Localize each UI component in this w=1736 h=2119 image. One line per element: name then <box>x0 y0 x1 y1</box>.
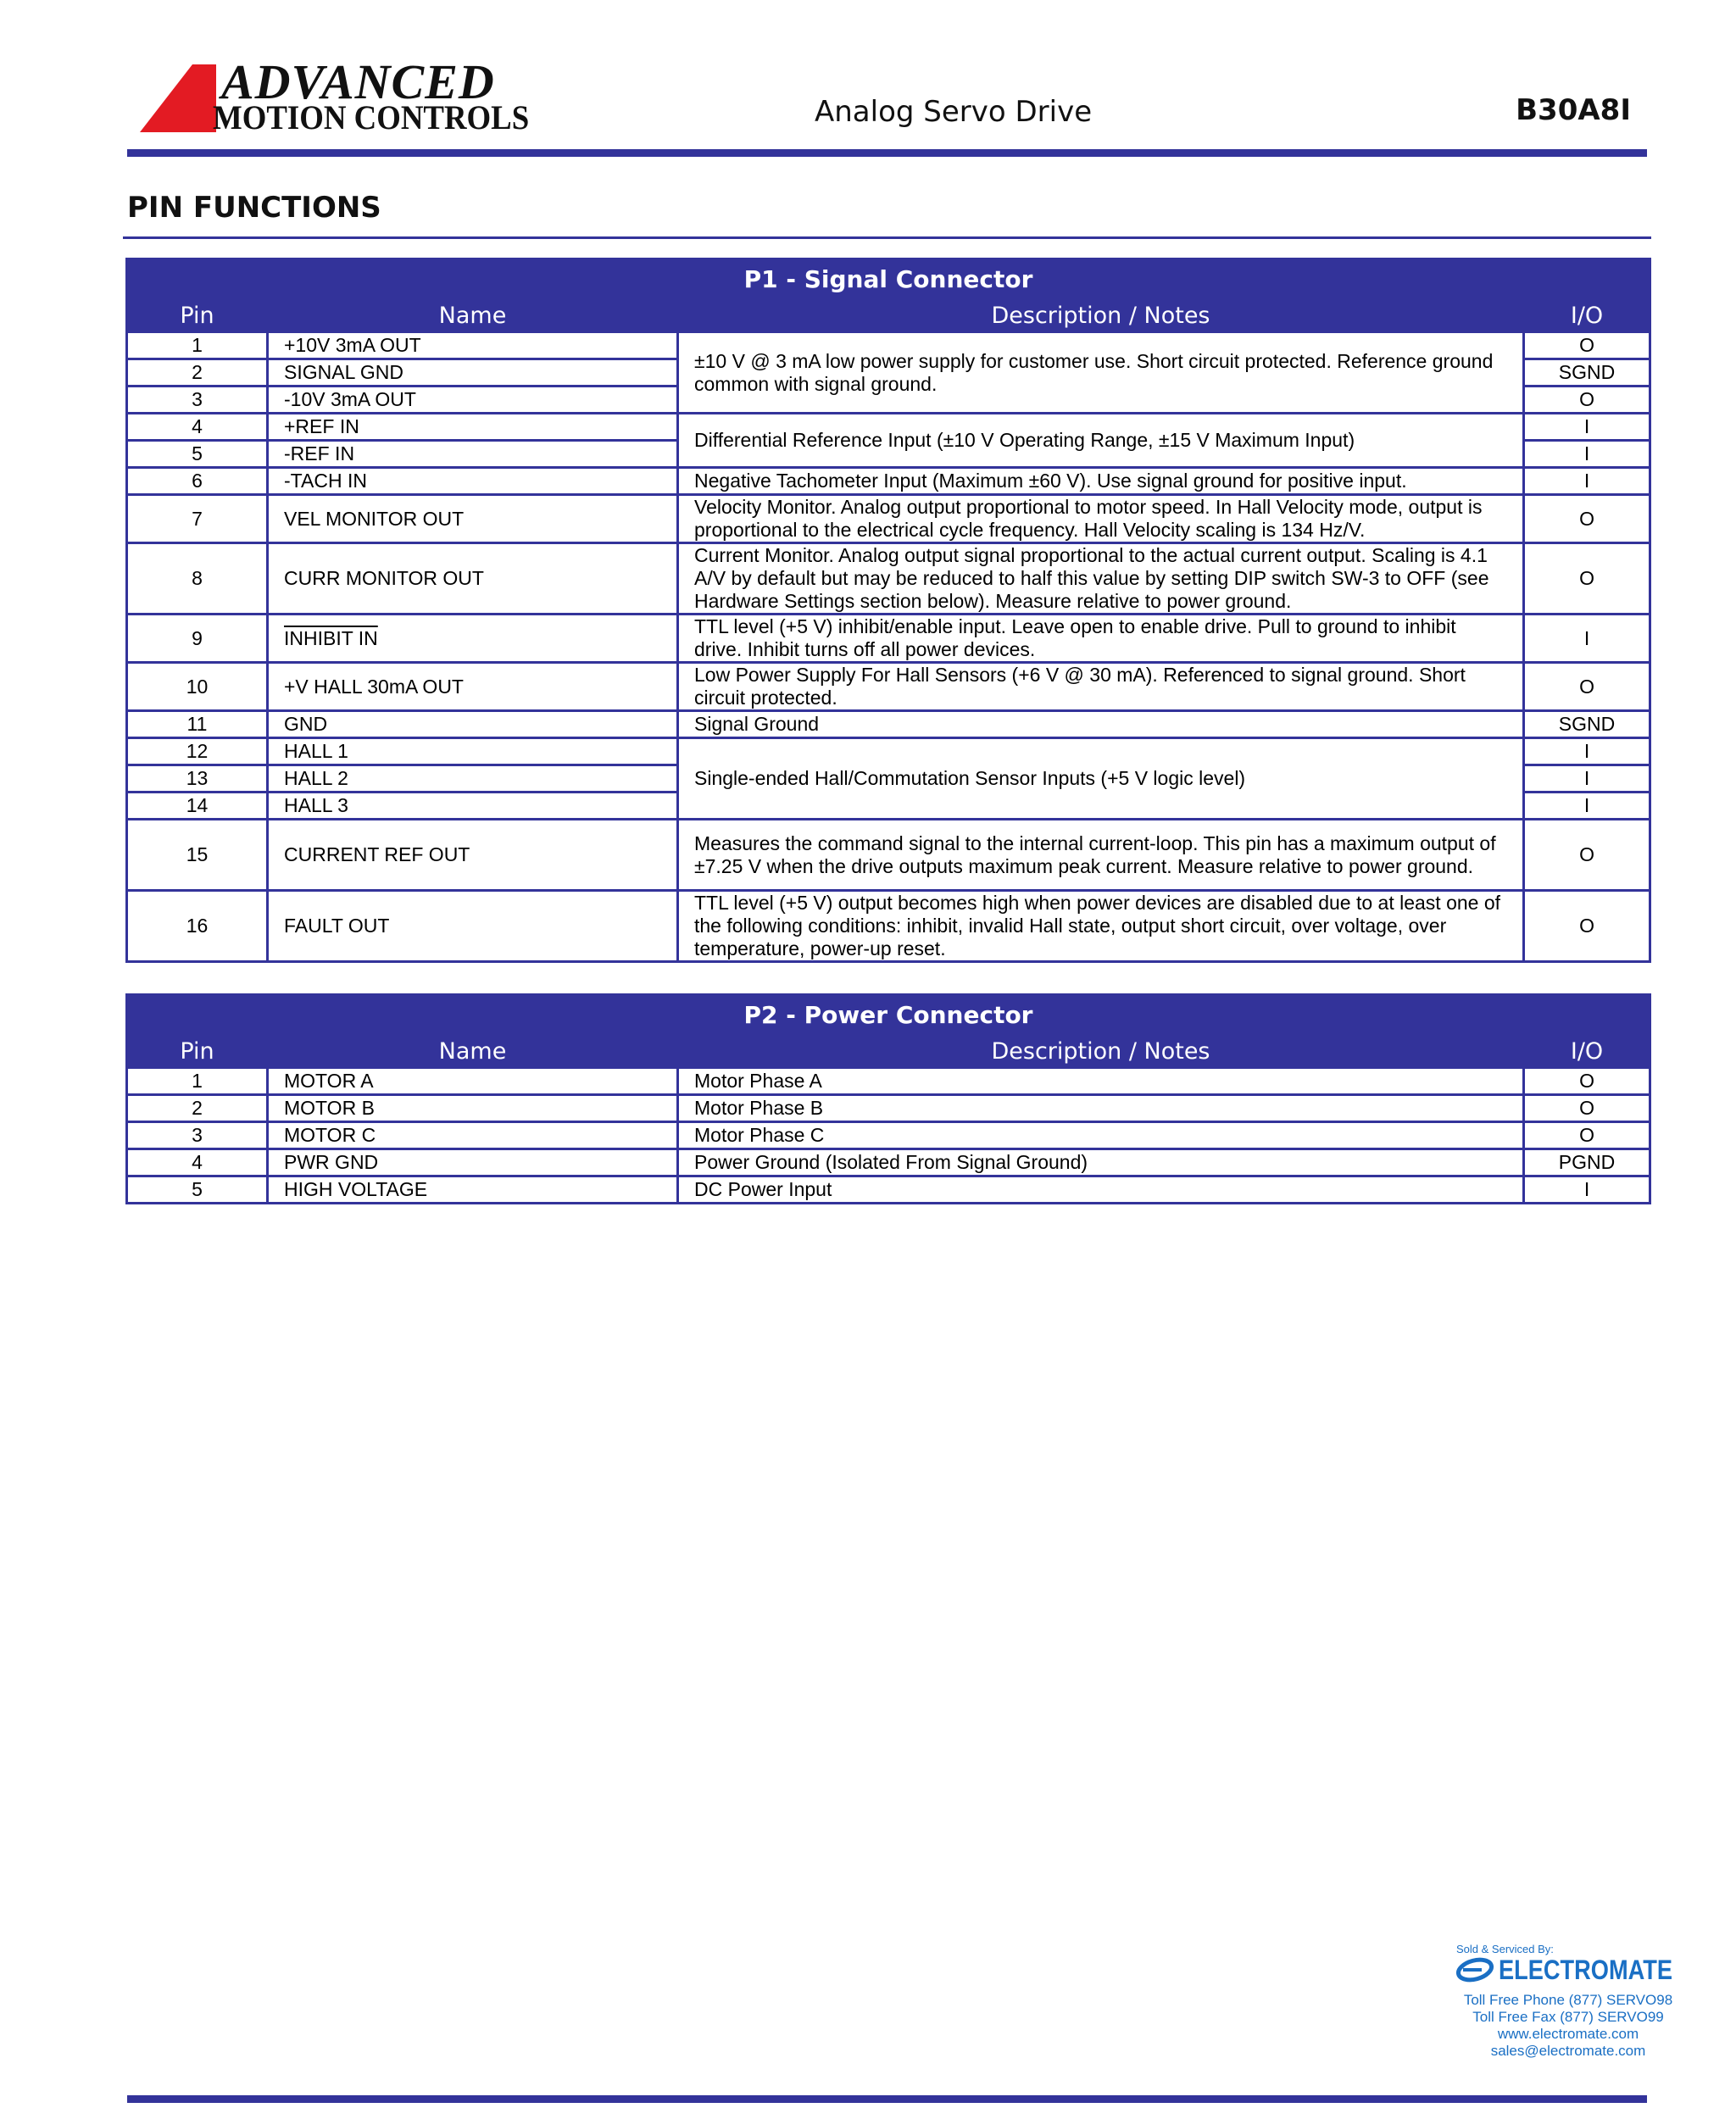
pin-name: HALL 3 <box>268 793 678 820</box>
model-number: B30A8I <box>1516 93 1631 127</box>
website-link[interactable]: www.electromate.com <box>1497 2026 1639 2042</box>
pin-description: Measures the command signal to the internal current-loop. This pin has a maximum output of ±7.25 V when the drive outputs maximum peak current. Measure relative to power ground. <box>678 820 1524 891</box>
pin-description: Motor Phase B <box>678 1095 1524 1122</box>
table-row <box>127 495 1650 543</box>
pin-name: MOTOR A <box>268 1068 678 1095</box>
pin-name: +10V 3mA OUT <box>268 332 678 359</box>
p2-power-connector-table <box>125 993 1651 1204</box>
pin-number: 14 <box>127 793 268 820</box>
pin-io: I <box>1524 738 1650 765</box>
pin-description: ±10 V @ 3 mA low power supply for customer use. Short circuit protected. Reference ground common with signal ground. <box>678 332 1524 414</box>
pin-io: I <box>1524 441 1650 468</box>
p1-table-title: P1 - Signal Connector <box>127 259 1650 299</box>
email-link[interactable]: sales@electromate.com <box>1490 2043 1646 2059</box>
pin-io: O <box>1524 1068 1650 1095</box>
pin-name: HIGH VOLTAGE <box>268 1176 678 1204</box>
pin-name: GND <box>268 711 678 738</box>
pin-number: 16 <box>127 891 268 962</box>
pin-io: I <box>1524 1176 1650 1204</box>
table-row <box>127 820 1650 891</box>
pin-io: O <box>1524 1095 1650 1122</box>
header-divider <box>127 149 1647 157</box>
pin-name: CURR MONITOR OUT <box>268 543 678 615</box>
pin-name: -REF IN <box>268 441 678 468</box>
pin-name: -TACH IN <box>268 468 678 495</box>
pin-number: 6 <box>127 468 268 495</box>
table-row <box>127 468 1650 495</box>
pin-description: Current Monitor. Analog output signal proportional to the actual current output. Scaling is 4.1 A/V by default but may be reduced to half this value by setting DIP switch SW-3 to OFF (see Hardware Settings section below). Measure relative to power ground. <box>678 543 1524 615</box>
pin-number: 8 <box>127 543 268 615</box>
pin-name: VEL MONITOR OUT <box>268 495 678 543</box>
toll-free-phone: Toll Free Phone (877) SERVO98 <box>1463 1992 1673 2008</box>
pin-description: Velocity Monitor. Analog output proportional to motor speed. In Hall Velocity mode, output is proportional to the electrical cycle frequency. Hall Velocity scaling is 134 Hz/V. <box>678 495 1524 543</box>
pin-description: Motor Phase A <box>678 1068 1524 1095</box>
pin-number: 4 <box>127 1149 268 1176</box>
p2-table-title: P2 - Power Connector <box>127 995 1650 1035</box>
table-row <box>127 891 1650 962</box>
pin-io: I <box>1524 793 1650 820</box>
table-row <box>127 414 1650 441</box>
electromate-swirl-icon <box>1456 1956 1495 1983</box>
pin-description: Single-ended Hall/Commutation Sensor Inputs (+5 V logic level) <box>678 738 1524 820</box>
pin-name <box>268 615 678 663</box>
document-type: Analog Servo Drive <box>815 95 1093 129</box>
section-title: PIN FUNCTIONS <box>127 191 381 225</box>
pin-io: I <box>1524 765 1650 793</box>
pin-name: PWR GND <box>268 1149 678 1176</box>
pin-name: HALL 1 <box>268 738 678 765</box>
pin-name: -10V 3mA OUT <box>268 387 678 414</box>
table-row <box>127 543 1650 615</box>
table-row <box>127 738 1650 765</box>
column-header-pin: Pin <box>127 1035 268 1068</box>
pin-description: Differential Reference Input (±10 V Operating Range, ±15 V Maximum Input) <box>678 414 1524 468</box>
table-row <box>127 1122 1650 1149</box>
table-row <box>127 663 1650 711</box>
distributor-logo <box>1441 1943 1678 2061</box>
pin-description: TTL level (+5 V) inhibit/enable input. Leave open to enable drive. Pull to ground to inhibit drive. Inhibit turns off all power devices. <box>678 615 1524 663</box>
pin-number: 13 <box>127 765 268 793</box>
electromate-brand: ELECTROMATE <box>1499 1955 1672 1985</box>
pin-number: 5 <box>127 441 268 468</box>
pin-number: 15 <box>127 820 268 891</box>
pin-name: HALL 2 <box>268 765 678 793</box>
table-row <box>127 615 1650 663</box>
pin-number: 1 <box>127 332 268 359</box>
pin-number: 12 <box>127 738 268 765</box>
column-header-description: Description / Notes <box>678 1035 1524 1068</box>
pin-name-inhibit-overlined: INHIBIT IN <box>284 626 378 649</box>
pin-description: Motor Phase C <box>678 1122 1524 1149</box>
sold-by-label: Sold & Serviced By: <box>1456 1943 1554 1955</box>
pin-io: I <box>1524 468 1650 495</box>
pin-description: Signal Ground <box>678 711 1524 738</box>
pin-name: CURRENT REF OUT <box>268 820 678 891</box>
pin-io: O <box>1524 543 1650 615</box>
page-header <box>0 0 1736 170</box>
p1-signal-connector-table <box>125 258 1651 963</box>
pin-number: 7 <box>127 495 268 543</box>
pin-io: SGND <box>1524 711 1650 738</box>
column-header-name: Name <box>268 1035 678 1068</box>
pin-number: 3 <box>127 1122 268 1149</box>
contact-info <box>1441 1992 1695 2060</box>
pin-description: DC Power Input <box>678 1176 1524 1204</box>
pin-description: Power Ground (Isolated From Signal Ground) <box>678 1149 1524 1176</box>
table-row <box>127 711 1650 738</box>
footer-divider <box>127 2095 1647 2103</box>
pin-number: 5 <box>127 1176 268 1204</box>
pin-number: 2 <box>127 1095 268 1122</box>
pin-number: 3 <box>127 387 268 414</box>
pin-number: 1 <box>127 1068 268 1095</box>
pin-description: Negative Tachometer Input (Maximum ±60 V). Use signal ground for positive input. <box>678 468 1524 495</box>
table-row <box>127 1149 1650 1176</box>
logo-text-advanced: ADVANCED <box>221 54 495 109</box>
pin-number: 10 <box>127 663 268 711</box>
pin-io: O <box>1524 820 1650 891</box>
pin-description: Low Power Supply For Hall Sensors (+6 V @ 30 mA). Referenced to signal ground. Short circuit protected. <box>678 663 1524 711</box>
table-row <box>127 332 1650 359</box>
pin-name: MOTOR B <box>268 1095 678 1122</box>
logo-text-motion-controls: MOTION CONTROLS <box>213 98 530 136</box>
pin-io: O <box>1524 1122 1650 1149</box>
table-row <box>127 1068 1650 1095</box>
pin-number: 4 <box>127 414 268 441</box>
column-header-io: I/O <box>1524 299 1650 332</box>
table-row <box>127 1176 1650 1204</box>
column-header-pin: Pin <box>127 299 268 332</box>
table-row <box>127 1095 1650 1122</box>
pin-name: +REF IN <box>268 414 678 441</box>
pin-io: O <box>1524 663 1650 711</box>
pin-description: TTL level (+5 V) output becomes high when power devices are disabled due to at least one of the following conditions: inhibit, invalid Hall state, output short circuit, over voltage, over temperature, power-up reset. <box>678 891 1524 962</box>
toll-free-fax: Toll Free Fax (877) SERVO99 <box>1472 2009 1664 2025</box>
section-divider <box>123 236 1651 239</box>
column-header-io: I/O <box>1524 1035 1650 1068</box>
pin-io: O <box>1524 891 1650 962</box>
column-header-name: Name <box>268 299 678 332</box>
pin-io: I <box>1524 615 1650 663</box>
pin-number: 9 <box>127 615 268 663</box>
pin-name: MOTOR C <box>268 1122 678 1149</box>
pin-number: 2 <box>127 359 268 387</box>
pin-io: O <box>1524 332 1650 359</box>
pin-name: +V HALL 30mA OUT <box>268 663 678 711</box>
pin-number: 11 <box>127 711 268 738</box>
pin-io: SGND <box>1524 359 1650 387</box>
company-logo <box>140 54 547 136</box>
column-header-description: Description / Notes <box>678 299 1524 332</box>
pin-io: O <box>1524 387 1650 414</box>
pin-io: O <box>1524 495 1650 543</box>
pin-io: PGND <box>1524 1149 1650 1176</box>
pin-name: FAULT OUT <box>268 891 678 962</box>
pin-io: I <box>1524 414 1650 441</box>
pin-name: SIGNAL GND <box>268 359 678 387</box>
